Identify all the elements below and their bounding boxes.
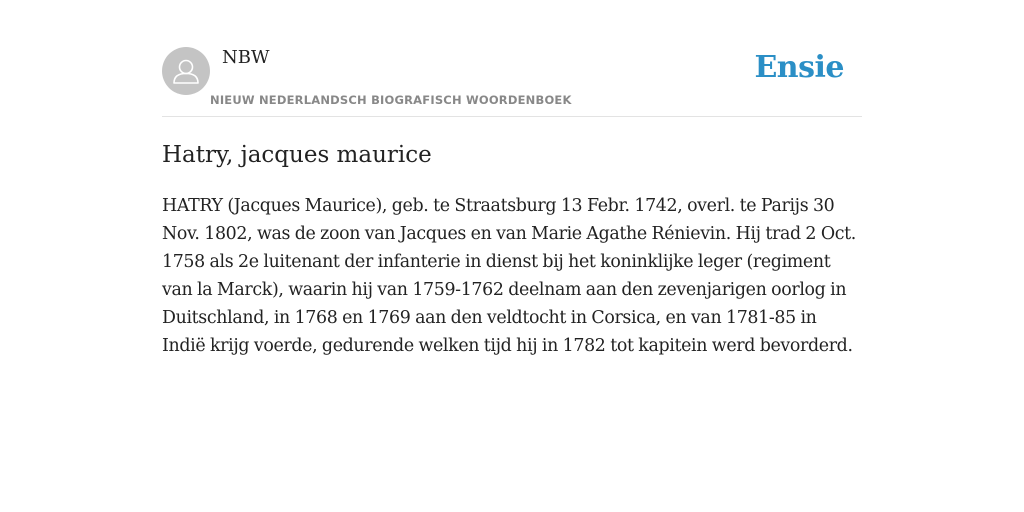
article-body: HATRY (Jacques Maurice), geb. te Straatsburg 13 Febr. 1742, overl. te Parijs 30 Nov. 1802, was de zoon van Jacques en van Marie Agathe Rénievin. Hij trad 2 Oct. 1758 als 2e luitenant der infanterie in dienst bij het koninklijke leger (regiment van la Marck), waarin hij van 1759-1762 deelnam aan den zevenjarigen oorlog in Duitschland, in 1768 en 1769 aan den veldtocht in Corsica, en van 1781-85 in Indië krijg voerde, gedurende welken tijd hij in 1782 tot kapitein werd bevorderd. — [162, 196, 856, 356]
page-header — [162, 0, 862, 117]
author-name[interactable]: NBW — [222, 47, 270, 68]
source-title[interactable]: NIEUW NEDERLANDSCH BIOGRAFISCH WOORDENBOEK — [210, 93, 572, 107]
article-title: Hatry, jacques maurice — [162, 142, 432, 168]
page-container — [162, 0, 862, 356]
user-silhouette-icon — [162, 47, 210, 95]
author-avatar[interactable] — [162, 47, 210, 95]
brand-logo[interactable]: Ensie — [754, 50, 844, 85]
